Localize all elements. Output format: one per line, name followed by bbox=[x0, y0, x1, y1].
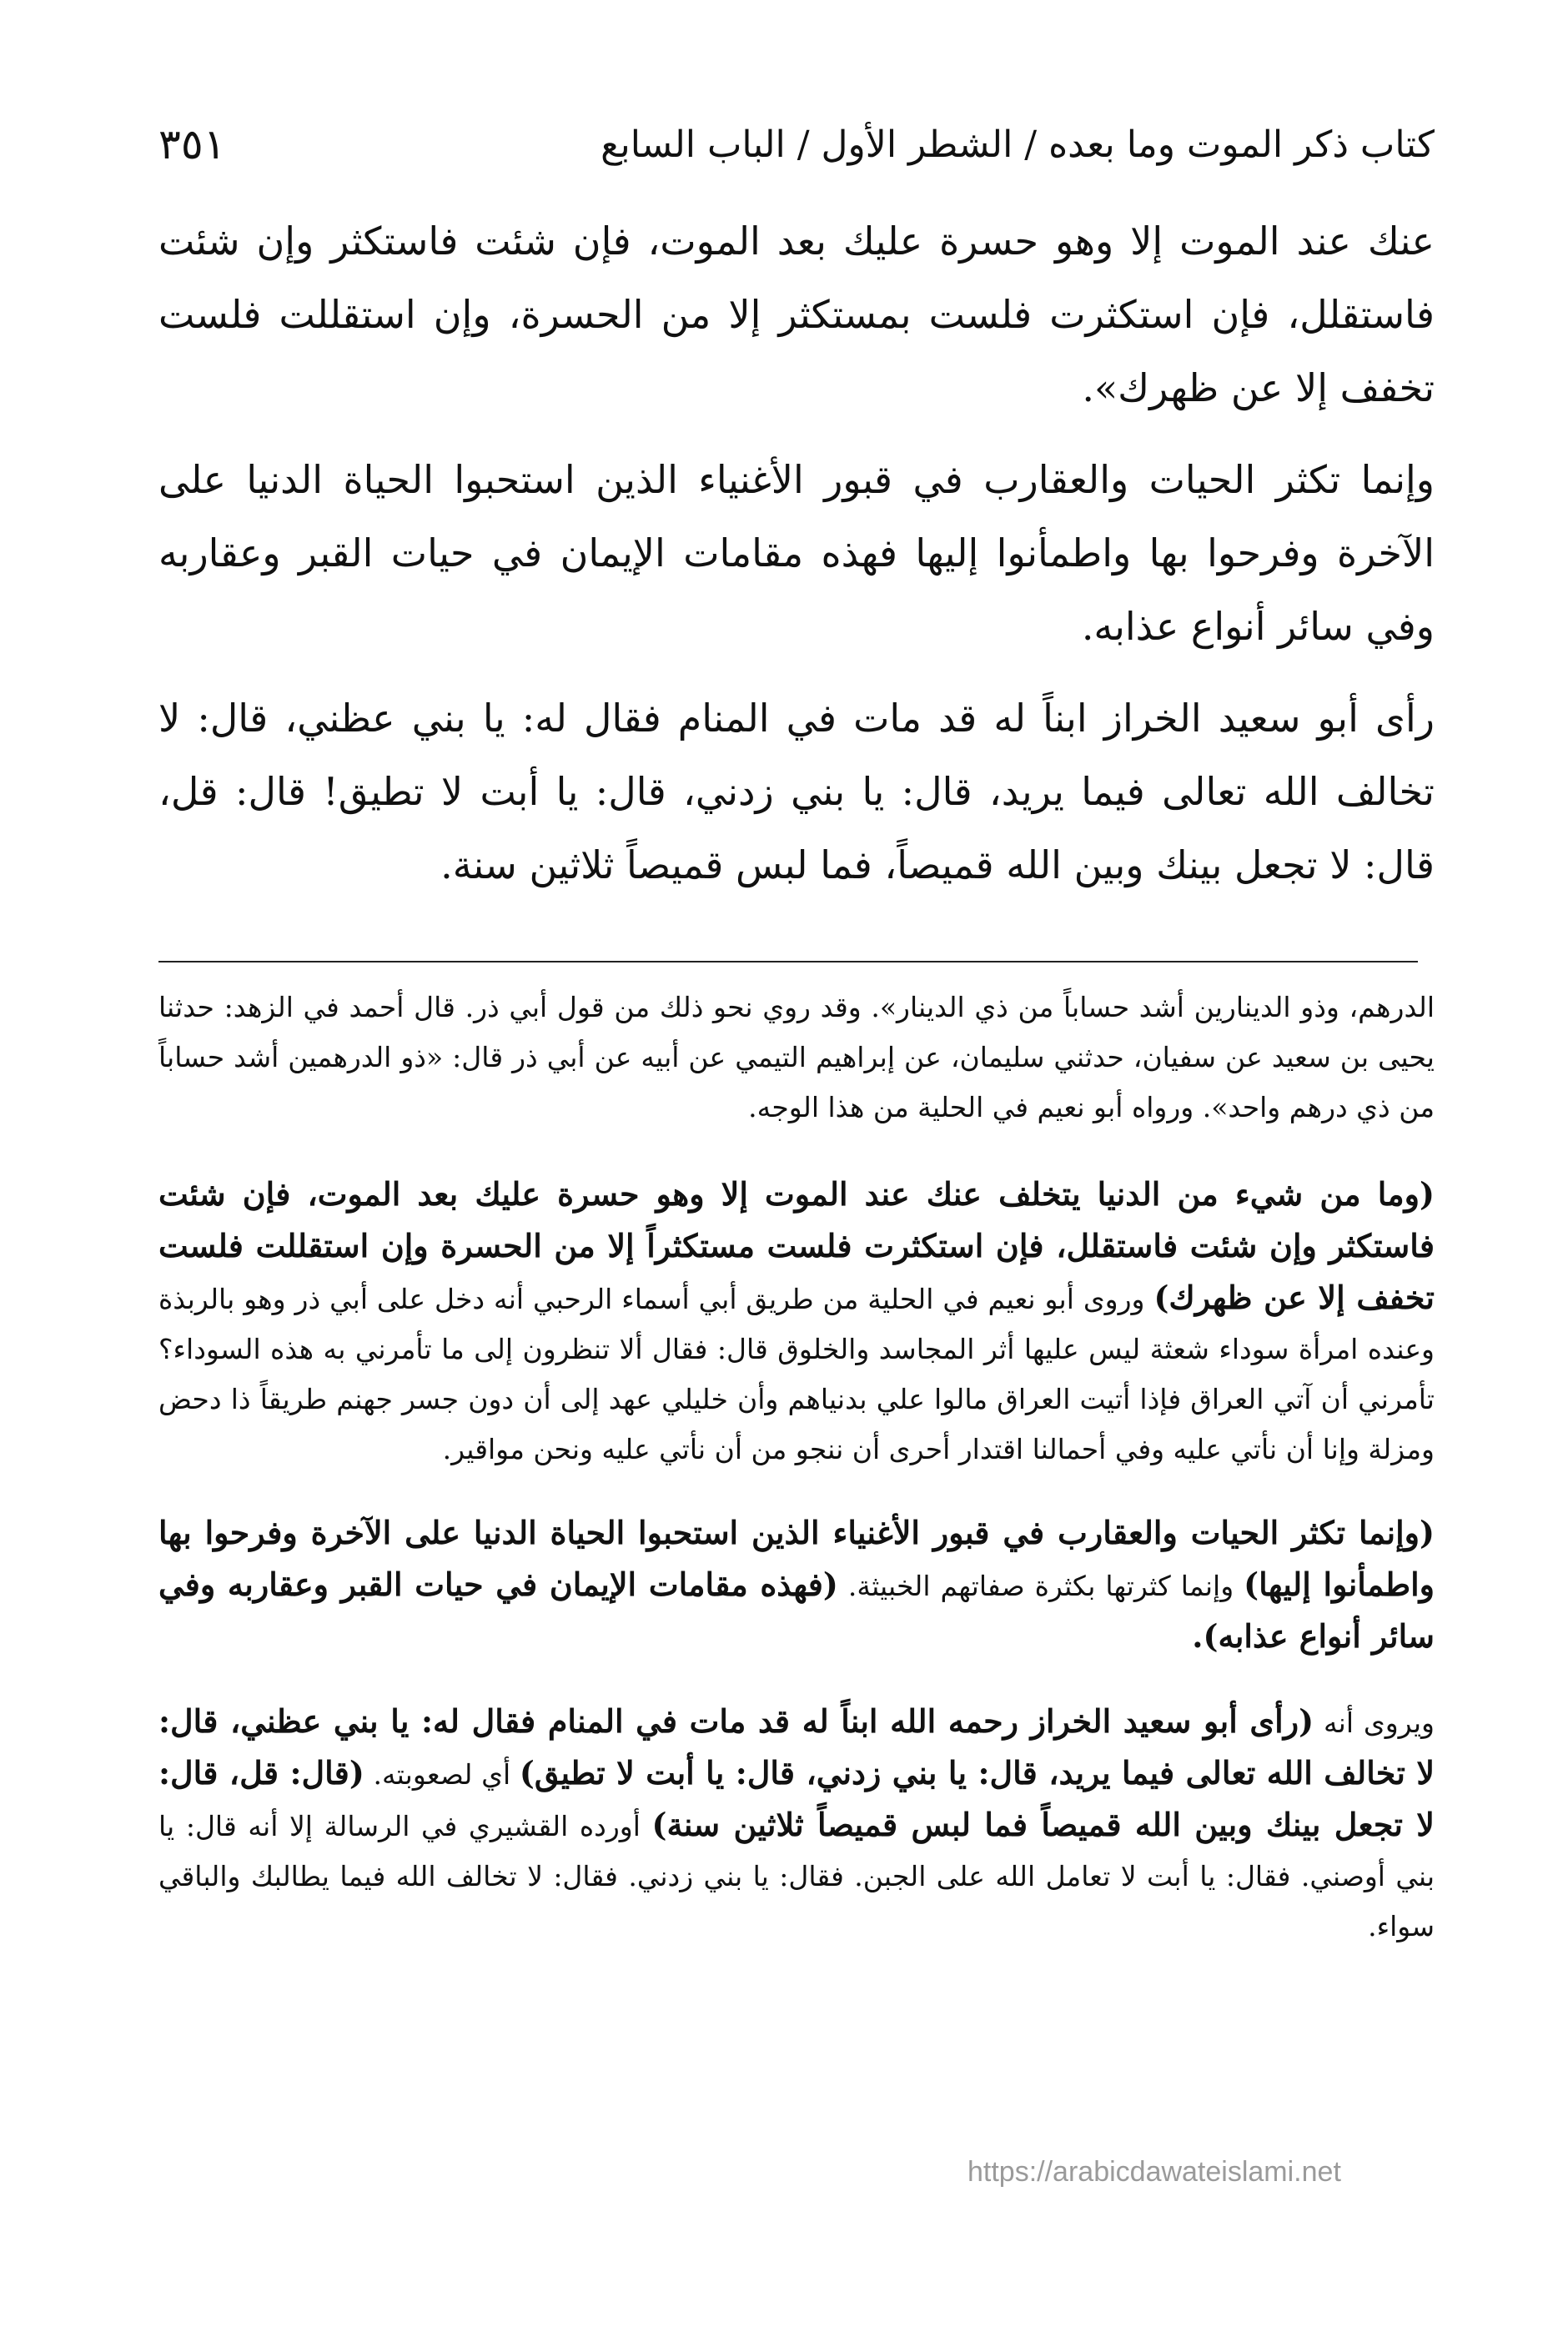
commentary-text: ويروى أنه bbox=[1323, 1706, 1435, 1739]
commentary-paragraph bbox=[158, 1169, 1435, 1475]
footnote-divider bbox=[158, 961, 1418, 962]
commentary-text: وإنما كثرتها بكثرة صفاتهم الخبيثة. bbox=[847, 1570, 1234, 1602]
page-header bbox=[158, 107, 1435, 182]
commentary-text: أي لصعوبته. bbox=[373, 1758, 511, 1791]
main-text bbox=[158, 204, 1435, 920]
quoted-text: (فهذه مقامات الإيمان في حيات القبر وعقاربه وفي سائر أنواع عذابه). bbox=[158, 1566, 1435, 1655]
commentary-text: أورده القشيري في الرسالة إلا أنه قال: يا بني أوصني. فقال: يا أبت لا تعامل الله على الجبن. فقال: يا بني زدني. فقال: لا تخالف الله فيما يطالبك والباقي سواء. bbox=[158, 1810, 1435, 1942]
main-paragraph: رأى أبو سعيد الخراز ابناً له قد مات في المنام فقال له: يا بني عظني، قال: لا تخالف الله تعالى فيما يريد، قال: يا بني زدني، قال: يا أبت لا تطيق! قال: قل، قال: لا تجعل بينك وبين الله قميصاً، فما لبس قميصاً ثلاثين سنة. bbox=[158, 696, 1435, 887]
quoted-text: (قال: قل، قال: لا تجعل بينك وبين الله قميصاً فما لبس قميصاً ثلاثين سنة) bbox=[158, 1754, 1435, 1843]
quoted-text: (رأى أبو سعيد الخراز رحمه الله ابناً له قد مات في المنام فقال له: يا بني عظني، قال: لا تخالف الله تعالى فيما يريد، قال: يا بني زدني، قال: يا أبت لا تطيق) bbox=[158, 1702, 1435, 1792]
commentary-text: وروى أبو نعيم في الحلية من طريق أبي أسماء الرحبي أنه دخل على أبي ذر وهو بالربذة وعنده امرأة سوداء شعثة ليس عليها أثر المجاسد والخلوق قال: فقال ألا تنظرون إلى ما تأمرني به هذه السوداء؟ تأمرني أن آتي العراق فإذا أتيت العراق مالوا علي بدنياهم وأن خليلي عهد إلى أن دون جسر جهنم طريقاً ذا دحض ومزلة وإنا أن نأتي عليه وفي أحمالنا اقتدار أحرى أن ننجو من أن نأتي عليه ونحن مواقير. bbox=[158, 1283, 1435, 1465]
main-paragraph: وإنما تكثر الحيات والعقارب في قبور الأغنياء الذين استحبوا الحياة الدنيا على الآخرة وفرحوا بها واطمأنوا إليها فهذه مقامات الإيمان في حيات القبر وعقاربه وفي سائر أنواع عذابه. bbox=[158, 457, 1435, 649]
commentary-paragraph bbox=[158, 1696, 1435, 1952]
running-title: كتاب ذكر الموت وما بعده / الشطر الأول / الباب السابع bbox=[601, 123, 1435, 166]
commentary-paragraph: الدرهم، وذو الدينارين أشد حساباً من ذي الدينار». وقد روي نحو ذلك من قول أبي ذر. قال أحمد في الزهد: حدثنا يحيى بن سعيد عن سفيان، حدثني سليمان، عن إبراهيم التيمي عن أبيه عن أبي ذر قال: «ذو الدرهمين أشد حساباً من ذي درهم واحد». ورواه أبو نعيم في الحلية من هذا الوجه. bbox=[158, 991, 1435, 1123]
page-number: ٣٥١ bbox=[158, 120, 226, 168]
quoted-text: (وما من شيء من الدنيا يتخلف عنك عند الموت إلا وهو حسرة عليك بعد الموت، فإن شئت فاستكثر وإن شئت فاستقلل، فإن استكثرت فلست مستكثراً إلا من الحسرة وإن استقللت فلست تخفف إلا عن ظهرك) bbox=[158, 1175, 1435, 1316]
commentary bbox=[158, 983, 1435, 1985]
quoted-text: (وإنما تكثر الحيات والعقارب في قبور الأغنياء الذين استحبوا الحياة الدنيا على الآخرة وفرحوا بها واطمأنوا إليها) bbox=[158, 1514, 1435, 1603]
commentary-paragraph bbox=[158, 1508, 1435, 1663]
watermark-url: https://arabicdawateislami.net bbox=[967, 2156, 1341, 2188]
main-paragraph: عنك عند الموت إلا وهو حسرة عليك بعد الموت، فإن شئت فاستكثر وإن شئت فاستقلل، فإن استكثرت فلست بمستكثر إلا من الحسرة، وإن استقللت فلست تخفف إلا عن ظهرك». bbox=[158, 219, 1435, 410]
